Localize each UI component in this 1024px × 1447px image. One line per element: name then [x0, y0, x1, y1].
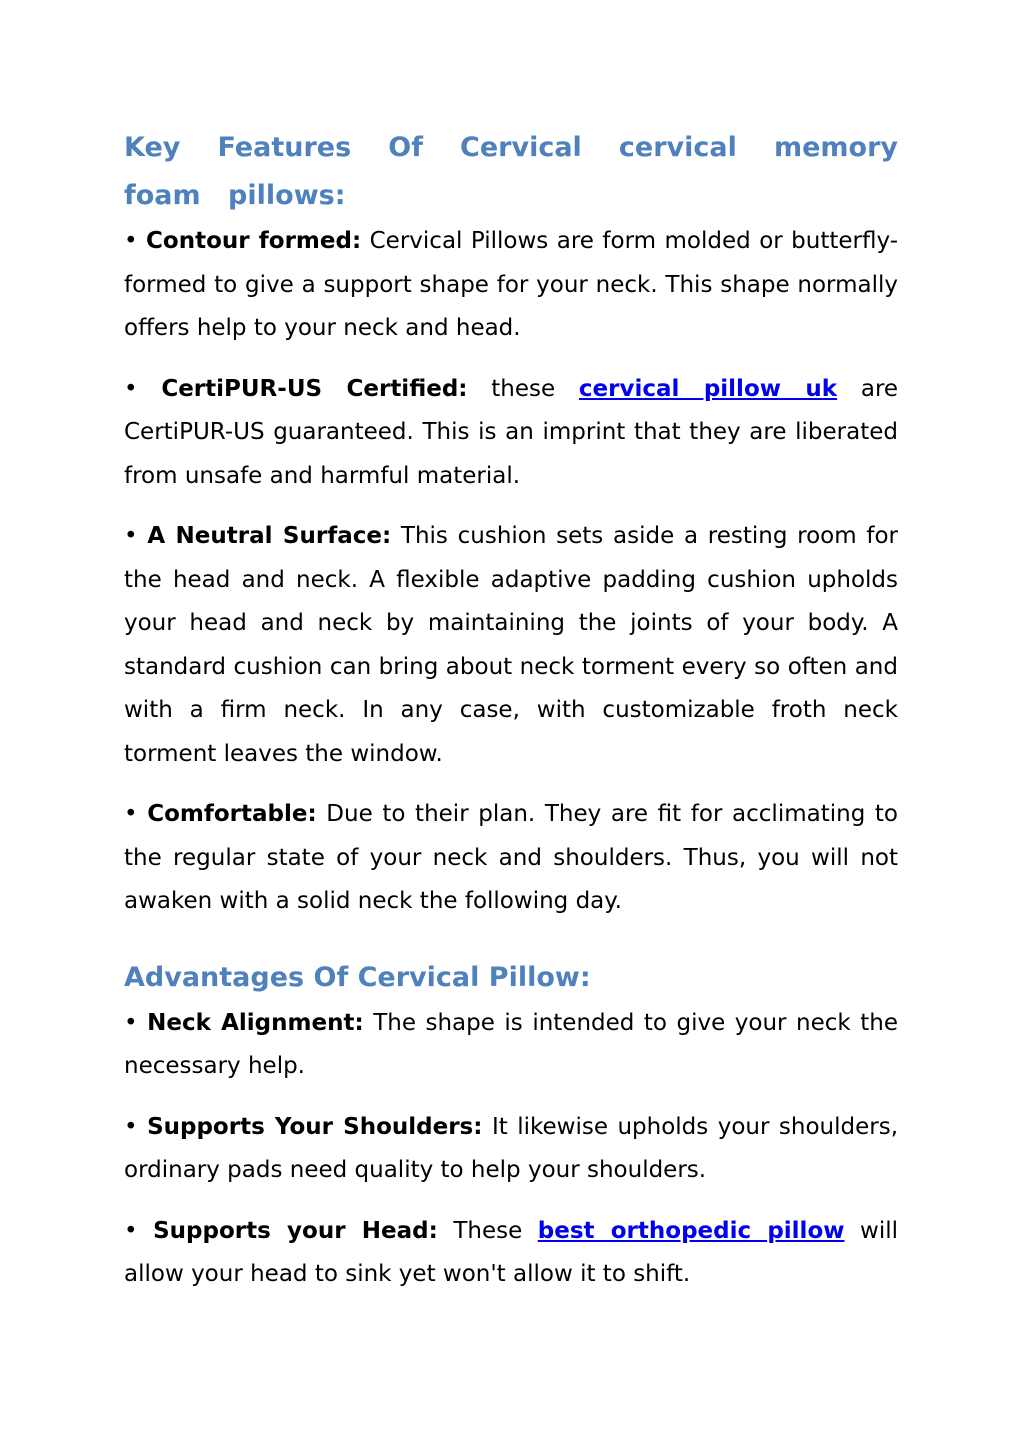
section-heading-advantages: Advantages Of Cervical Pillow:: [124, 961, 591, 993]
best-orthopedic-pillow-link[interactable]: best orthopedic pillow: [537, 1217, 845, 1244]
feature-term: CertiPUR-US Certified:: [161, 375, 468, 402]
cervical-pillow-uk-link[interactable]: cervical pillow uk: [578, 375, 838, 402]
bullet: •: [124, 1217, 138, 1244]
bullet: •: [124, 1113, 138, 1140]
feature-text-before-link: these: [491, 375, 556, 402]
advantage-text-after-link: will allow your head to sink yet won't allow it to shift.: [124, 1217, 899, 1287]
bullet: •: [124, 375, 138, 402]
feature-contour-formed: [124, 220, 898, 351]
advantage-text: It likewise upholds your shoulders, ordinary pads need quality to help your shoulders.: [124, 1113, 899, 1183]
advantage-text-before-link: These: [453, 1217, 523, 1244]
advantage-supports-shoulders: [124, 1106, 898, 1193]
feature-text-after-link: are CertiPUR-US guaranteed. This is an imprint that they are liberated from unsafe and harmful material.: [124, 375, 899, 489]
feature-term: Comfortable:: [147, 801, 317, 827]
advantage-term: Supports your Head:: [153, 1217, 438, 1244]
advantage-supports-head: [124, 1210, 898, 1297]
feature-term: A Neutral Surface:: [147, 523, 392, 549]
feature-neutral-surface: [124, 515, 898, 776]
document-page: [124, 124, 898, 1314]
feature-text: Cervical Pillows are form molded or butterfly-formed to give a support shape for your neck. This shape normally offers help to your neck and head.: [124, 228, 898, 341]
bullet: •: [124, 523, 138, 549]
feature-certipur-certified: [124, 368, 898, 499]
feature-text: This cushion sets aside a resting room for the head and neck. A flexible adaptive padding cushion upholds your head and neck by maintaining the joints of your body. A standard cushion can bring about neck torment every so often and with a firm neck. In any case, with customizable froth neck torment leaves the window.: [124, 523, 899, 767]
section-heading-key-features: Key Features Of Cervical cervical memory foam pillows:: [124, 132, 898, 211]
feature-comfortable: [124, 793, 898, 924]
advantage-neck-alignment: [124, 1002, 898, 1089]
bullet: •: [124, 1009, 138, 1036]
bullet: •: [124, 228, 138, 254]
feature-term: Contour formed:: [146, 228, 362, 254]
feature-text: Due to their plan. They are fit for acclimating to the regular state of your neck and shoulders. Thus, you will not awaken with a solid neck the following day.: [124, 801, 899, 914]
advantage-text: The shape is intended to give your neck the necessary help.: [124, 1009, 899, 1079]
advantage-term: Neck Alignment:: [147, 1009, 364, 1036]
advantage-term: Supports Your Shoulders:: [147, 1113, 483, 1140]
bullet: •: [124, 801, 138, 827]
